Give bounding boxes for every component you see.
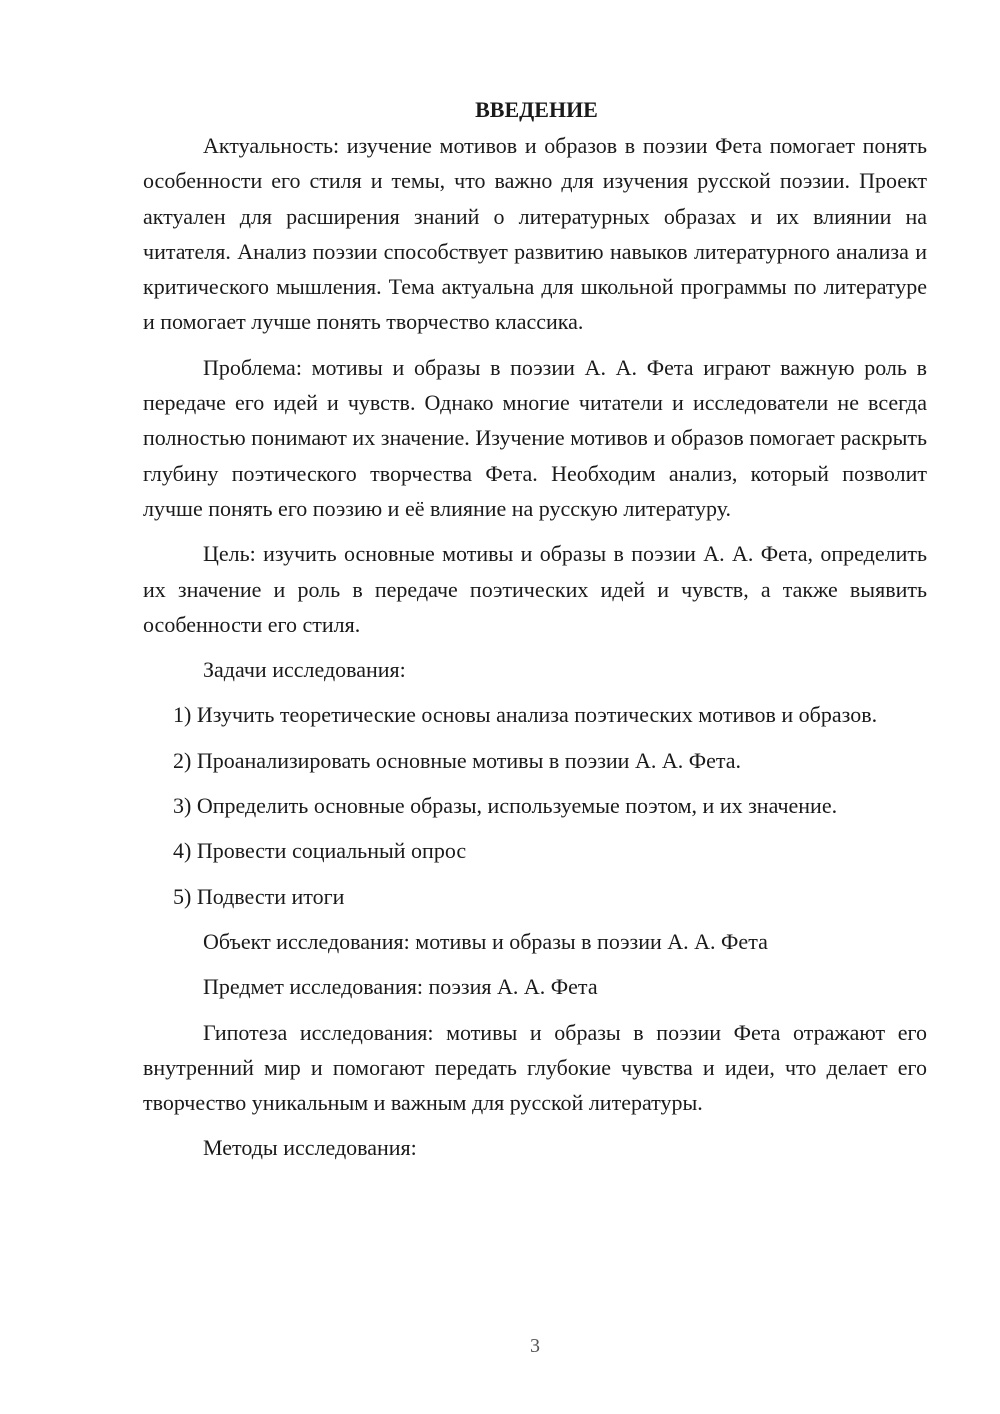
subject-paragraph: Предмет исследования: поэзия А. А. Фета [203, 974, 598, 1000]
page-content [143, 95, 927, 1176]
relevance-paragraph: Актуальность: изучение мотивов и образов в поэзии Фета помогает понять особенности его стиля и темы, что важно для изучения русской поэзии. Проект актуален для расширения знаний о литературных образах и их влиянии на читателя. Анализ поэзии способствует развитию навыков литературного анализа и критического мышления. Тема актуальна для школьной программы по литературе и помогает лучше понять творчество классика. [143, 133, 927, 335]
object-paragraph: Объект исследования: мотивы и образы в поэзии А. А. Фета [203, 928, 768, 954]
goal-paragraph: Цель: изучить основные мотивы и образы в поэзии А. А. Фета, определить их значение и роль в передаче поэтических идей и чувств, а также выявить особенности его стиля. [143, 541, 927, 637]
task-item-2: 2) Проанализировать основные мотивы в поэзии А. А. Фета. [173, 747, 742, 773]
task-item-5: 5) Подвести итоги [173, 883, 345, 909]
page-number: 3 [530, 1335, 540, 1357]
problem-paragraph: Проблема: мотивы и образы в поэзии А. А. Фета играют важную роль в передаче его идей и чувств. Однако многие читатели и исследователи не всегда полностью понимают их значение. Изучение мотивов и образов помогает раскрыть глубину поэтического творчества Фета. Необходим анализ, который позволит лучше понять его поэзию и её влияние на русскую литературу. [143, 354, 927, 521]
hypothesis-paragraph: Гипотеза исследования: мотивы и образы в поэзии Фета отражают его внутренний мир и помогают передать глубокие чувства и идеи, что делает его творчество уникальным и важным для русской литературы. [143, 1019, 927, 1116]
tasks-heading: Задачи исследования: [203, 657, 406, 683]
task-item-1: 1) Изучить теоретические основы анализа поэтических мотивов и образов. [173, 702, 878, 728]
section-heading: ВВЕДЕНИЕ [475, 97, 598, 122]
task-item-4: 4) Провести социальный опрос [173, 838, 467, 864]
methods-heading: Методы исследования: [203, 1135, 417, 1161]
task-item-3: 3) Определить основные образы, используемые поэтом, и их значение. [173, 793, 838, 819]
